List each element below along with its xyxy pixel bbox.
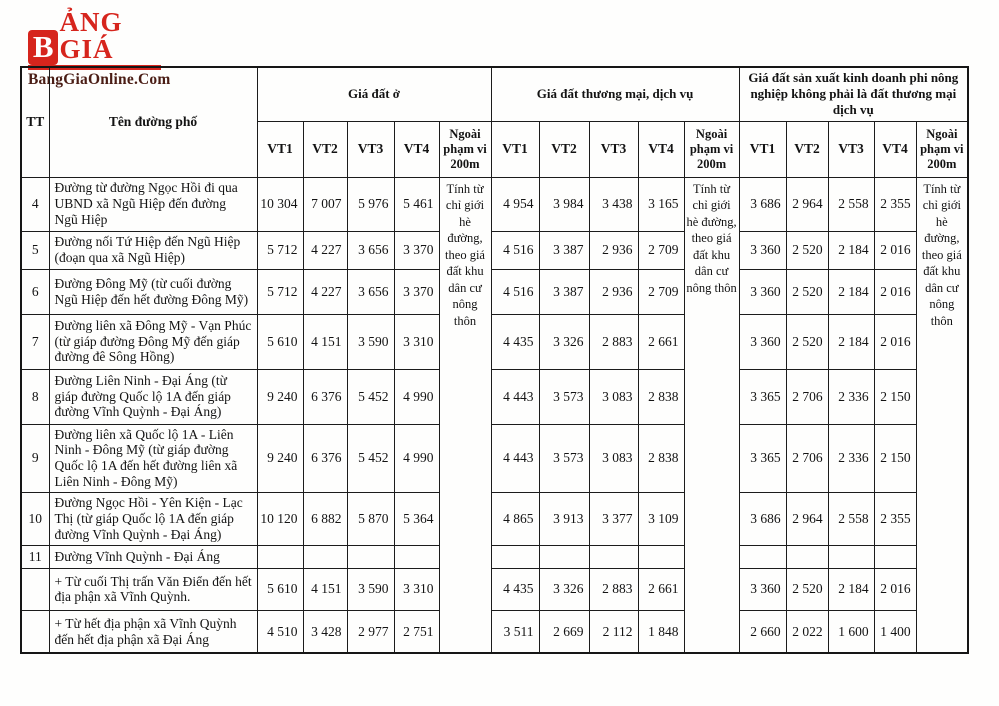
row-number-cell: 10 <box>21 493 49 546</box>
price-cell-g3-vt4 <box>874 545 916 568</box>
price-cell-g3-vt1: 3 365 <box>739 369 786 424</box>
price-cell-g2-vt2: 3 573 <box>539 369 589 424</box>
price-cell-g3-vt3: 2 184 <box>828 231 874 269</box>
row-number-cell: 4 <box>21 177 49 231</box>
header-group-production: Giá đất sản xuất kinh doanh phi nông nghiệp không phải là đất thương mại dịch vụ <box>739 67 968 121</box>
price-cell-g3-vt3: 2 558 <box>828 177 874 231</box>
price-cell-g3-vt2: 2 520 <box>786 568 828 610</box>
price-cell-g2-vt3: 3 377 <box>589 493 638 546</box>
table-row <box>21 314 968 369</box>
price-cell-g2-vt4: 2 838 <box>638 424 684 493</box>
price-cell-g3-vt4: 2 355 <box>874 177 916 231</box>
price-cell-g2-vt2: 3 913 <box>539 493 589 546</box>
price-cell-g1-vt3: 3 590 <box>347 314 394 369</box>
header-g1-outside-200m: Ngoài phạm vi 200m <box>439 121 491 177</box>
price-cell-g3-vt2: 2 706 <box>786 424 828 493</box>
price-cell-g3-vt2: 2 706 <box>786 369 828 424</box>
street-name-cell: Đường liên xã Đông Mỹ - Vạn Phúc (từ giáp đường Đông Mỹ đến giáp đường đê Sông Hồng) <box>49 314 257 369</box>
price-cell-g3-vt1: 3 686 <box>739 493 786 546</box>
price-cell-g2-vt1: 4 516 <box>491 269 539 314</box>
street-name-cell: Đường từ đường Ngọc Hồi đi qua UBND xã Ngũ Hiệp đến đường Ngũ Hiệp <box>49 177 257 231</box>
row-number-cell <box>21 568 49 610</box>
street-name-cell: Đường liên xã Quốc lộ 1A - Liên Ninh - Đông Mỹ (từ giáp đường Quốc lộ 1A đến hết đường liên xã Liên Ninh - Đông Mỹ) <box>49 424 257 493</box>
price-cell-g2-vt2: 2 669 <box>539 610 589 653</box>
price-cell-g2-vt1: 4 865 <box>491 493 539 546</box>
price-cell-g3-vt3: 2 184 <box>828 269 874 314</box>
price-cell-g3-vt4: 2 016 <box>874 269 916 314</box>
price-cell-g1-vt3: 2 977 <box>347 610 394 653</box>
street-name-cell: Đường nối Tứ Hiệp đến Ngũ Hiệp (đoạn qua xã Ngũ Hiệp) <box>49 231 257 269</box>
price-cell-g3-vt3: 2 184 <box>828 568 874 610</box>
header-g2-vt3: VT3 <box>589 121 638 177</box>
price-cell-g2-vt4: 3 165 <box>638 177 684 231</box>
price-cell-g3-vt2: 2 520 <box>786 314 828 369</box>
table-row <box>21 269 968 314</box>
price-cell-g1-vt3: 5 452 <box>347 424 394 493</box>
header-g1-vt2: VT2 <box>303 121 347 177</box>
price-cell-g1-vt1 <box>257 545 303 568</box>
price-cell-g1-vt4: 4 990 <box>394 369 439 424</box>
price-cell-g3-vt3: 2 558 <box>828 493 874 546</box>
table-row <box>21 231 968 269</box>
price-cell-g1-vt1: 10 120 <box>257 493 303 546</box>
price-cell-g1-vt2: 4 151 <box>303 568 347 610</box>
price-cell-g2-vt3: 2 883 <box>589 568 638 610</box>
price-cell-g2-vt1 <box>491 545 539 568</box>
row-number-cell <box>21 610 49 653</box>
price-cell-g3-vt1: 3 360 <box>739 314 786 369</box>
price-cell-g1-vt2: 6 376 <box>303 369 347 424</box>
price-cell-g1-vt4: 2 751 <box>394 610 439 653</box>
header-group-row <box>21 67 968 121</box>
logo-site-url: BangGiaOnline.Com <box>28 71 171 88</box>
price-cell-g3-vt2: 2 520 <box>786 231 828 269</box>
price-cell-g3-vt1: 3 360 <box>739 269 786 314</box>
price-cell-g1-vt2 <box>303 545 347 568</box>
table-row <box>21 493 968 546</box>
table-row <box>21 545 968 568</box>
price-cell-g2-vt2: 3 326 <box>539 568 589 610</box>
price-cell-g3-vt3 <box>828 545 874 568</box>
price-cell-g2-vt1: 4 443 <box>491 424 539 493</box>
logo-wordmark <box>28 9 168 65</box>
row-number-cell: 5 <box>21 231 49 269</box>
price-cell-g1-vt3: 5 870 <box>347 493 394 546</box>
header-street-name: Tên đường phố <box>49 67 257 177</box>
price-cell-g3-vt2 <box>786 545 828 568</box>
price-cell-g2-vt1: 4 435 <box>491 314 539 369</box>
header-g3-vt4: VT4 <box>874 121 916 177</box>
row-number-cell: 8 <box>21 369 49 424</box>
header-g3-vt2: VT2 <box>786 121 828 177</box>
row-number-cell: 9 <box>21 424 49 493</box>
price-cell-g1-vt4: 3 370 <box>394 269 439 314</box>
price-cell-g3-vt3: 2 336 <box>828 369 874 424</box>
price-cell-g2-vt1: 4 435 <box>491 568 539 610</box>
price-cell-g3-vt1: 3 365 <box>739 424 786 493</box>
price-cell-g2-vt3: 2 936 <box>589 269 638 314</box>
header-g3-vt1: VT1 <box>739 121 786 177</box>
price-cell-g2-vt3: 3 083 <box>589 424 638 493</box>
price-cell-g3-vt1: 3 686 <box>739 177 786 231</box>
outside-200m-note-g3: Tính từ chỉ giới hè đường, theo giá đất khu dân cư nông thôn <box>916 177 968 653</box>
price-cell-g1-vt1: 10 304 <box>257 177 303 231</box>
price-cell-g1-vt1: 4 510 <box>257 610 303 653</box>
price-cell-g3-vt1: 3 360 <box>739 231 786 269</box>
price-cell-g1-vt3 <box>347 545 394 568</box>
price-cell-g2-vt4: 2 838 <box>638 369 684 424</box>
price-cell-g2-vt2: 3 387 <box>539 231 589 269</box>
price-cell-g3-vt1 <box>739 545 786 568</box>
price-cell-g3-vt4: 2 355 <box>874 493 916 546</box>
table-row <box>21 177 968 231</box>
price-cell-g3-vt2: 2 964 <box>786 177 828 231</box>
price-cell-g1-vt4: 3 370 <box>394 231 439 269</box>
header-group-commercial: Giá đất thương mại, dịch vụ <box>491 67 739 121</box>
price-cell-g1-vt3: 3 590 <box>347 568 394 610</box>
price-cell-g2-vt2: 3 387 <box>539 269 589 314</box>
street-name-cell: + Từ hết địa phận xã Vĩnh Quỳnh đến hết địa phận xã Đại Áng <box>49 610 257 653</box>
price-cell-g1-vt1: 9 240 <box>257 369 303 424</box>
header-g1-vt1: VT1 <box>257 121 303 177</box>
price-cell-g1-vt2: 4 227 <box>303 231 347 269</box>
price-cell-g3-vt4: 2 016 <box>874 231 916 269</box>
outside-200m-note-g1: Tính từ chỉ giới hè đường, theo giá đất khu dân cư nông thôn <box>439 177 491 653</box>
land-price-table <box>20 66 969 654</box>
price-cell-g2-vt3: 2 936 <box>589 231 638 269</box>
price-cell-g2-vt4: 2 709 <box>638 269 684 314</box>
price-cell-g1-vt1: 9 240 <box>257 424 303 493</box>
price-cell-g1-vt1: 5 712 <box>257 269 303 314</box>
street-name-cell: Đường Đông Mỹ (từ cuối đường Ngũ Hiệp đến hết đường Đông Mỹ) <box>49 269 257 314</box>
price-cell-g2-vt2: 3 326 <box>539 314 589 369</box>
logo-b-badge: B <box>28 30 58 65</box>
header-g2-vt2: VT2 <box>539 121 589 177</box>
price-cell-g1-vt2: 3 428 <box>303 610 347 653</box>
price-cell-g2-vt4: 2 709 <box>638 231 684 269</box>
row-number-cell: 7 <box>21 314 49 369</box>
price-cell-g1-vt3: 3 656 <box>347 269 394 314</box>
price-cell-g2-vt1: 3 511 <box>491 610 539 653</box>
price-cell-g1-vt1: 5 610 <box>257 568 303 610</box>
price-cell-g2-vt1: 4 954 <box>491 177 539 231</box>
price-cell-g3-vt4: 2 150 <box>874 424 916 493</box>
price-cell-g1-vt2: 4 227 <box>303 269 347 314</box>
header-g1-vt3: VT3 <box>347 121 394 177</box>
price-cell-g2-vt2: 3 984 <box>539 177 589 231</box>
outside-200m-note-g2: Tính từ chỉ giới hè đường, theo giá đất khu dân cư nông thôn <box>684 177 739 653</box>
price-cell-g2-vt1: 4 516 <box>491 231 539 269</box>
row-number-cell: 11 <box>21 545 49 568</box>
header-g3-outside-200m: Ngoài phạm vi 200m <box>916 121 968 177</box>
price-cell-g2-vt4: 1 848 <box>638 610 684 653</box>
row-number-cell: 6 <box>21 269 49 314</box>
street-name-cell: + Từ cuối Thị trấn Văn Điển đến hết địa phận xã Vĩnh Quỳnh. <box>49 568 257 610</box>
price-cell-g2-vt1: 4 443 <box>491 369 539 424</box>
price-cell-g2-vt4: 3 109 <box>638 493 684 546</box>
price-cell-g2-vt4: 2 661 <box>638 314 684 369</box>
logo-wordmark-text: ẢNG GIÁ <box>59 7 123 64</box>
price-cell-g2-vt4: 2 661 <box>638 568 684 610</box>
price-cell-g2-vt3 <box>589 545 638 568</box>
header-g2-vt1: VT1 <box>491 121 539 177</box>
table-row <box>21 369 968 424</box>
table-row <box>21 568 968 610</box>
price-cell-g2-vt4 <box>638 545 684 568</box>
price-cell-g3-vt3: 2 336 <box>828 424 874 493</box>
street-name-cell: Đường Vĩnh Quỳnh - Đại Áng <box>49 545 257 568</box>
price-cell-g1-vt2: 4 151 <box>303 314 347 369</box>
table-row <box>21 424 968 493</box>
price-cell-g3-vt2: 2 964 <box>786 493 828 546</box>
price-cell-g3-vt4: 2 150 <box>874 369 916 424</box>
header-g2-vt4: VT4 <box>638 121 684 177</box>
price-cell-g2-vt2 <box>539 545 589 568</box>
table-header <box>21 67 968 177</box>
price-cell-g1-vt1: 5 610 <box>257 314 303 369</box>
price-cell-g1-vt3: 3 656 <box>347 231 394 269</box>
price-cell-g1-vt3: 5 976 <box>347 177 394 231</box>
price-cell-g2-vt3: 2 112 <box>589 610 638 653</box>
price-cell-g2-vt2: 3 573 <box>539 424 589 493</box>
price-cell-g1-vt4: 3 310 <box>394 314 439 369</box>
header-g2-outside-200m: Ngoài phạm vi 200m <box>684 121 739 177</box>
header-g3-vt3: VT3 <box>828 121 874 177</box>
price-cell-g3-vt4: 2 016 <box>874 314 916 369</box>
price-cell-g3-vt4: 1 400 <box>874 610 916 653</box>
price-cell-g3-vt2: 2 022 <box>786 610 828 653</box>
price-cell-g1-vt2: 6 882 <box>303 493 347 546</box>
price-cell-g3-vt3: 1 600 <box>828 610 874 653</box>
price-cell-g1-vt4: 5 364 <box>394 493 439 546</box>
street-name-cell: Đường Liên Ninh - Đại Áng (từ giáp đường Quốc lộ 1A đến giáp đường Vĩnh Quỳnh - Đại Áng) <box>49 369 257 424</box>
price-cell-g1-vt4: 5 461 <box>394 177 439 231</box>
price-cell-g1-vt3: 5 452 <box>347 369 394 424</box>
price-cell-g3-vt3: 2 184 <box>828 314 874 369</box>
header-group-residential: Giá đất ở <box>257 67 491 121</box>
price-cell-g1-vt1: 5 712 <box>257 231 303 269</box>
table-row <box>21 610 968 653</box>
price-cell-g3-vt1: 2 660 <box>739 610 786 653</box>
price-cell-g3-vt2: 2 520 <box>786 269 828 314</box>
street-name-cell: Đường Ngọc Hồi - Yên Kiện - Lạc Thị (từ giáp Quốc lộ 1A đến giáp đường Vĩnh Quỳnh - Đại Áng) <box>49 493 257 546</box>
table-body <box>21 177 968 653</box>
header-g1-vt4: VT4 <box>394 121 439 177</box>
price-cell-g1-vt2: 7 007 <box>303 177 347 231</box>
price-cell-g2-vt3: 2 883 <box>589 314 638 369</box>
price-cell-g1-vt4: 3 310 <box>394 568 439 610</box>
price-cell-g2-vt3: 3 083 <box>589 369 638 424</box>
price-cell-g2-vt3: 3 438 <box>589 177 638 231</box>
price-cell-g3-vt1: 3 360 <box>739 568 786 610</box>
price-cell-g1-vt2: 6 376 <box>303 424 347 493</box>
price-cell-g1-vt4 <box>394 545 439 568</box>
price-cell-g3-vt4: 2 016 <box>874 568 916 610</box>
header-tt: TT <box>21 67 49 177</box>
price-cell-g1-vt4: 4 990 <box>394 424 439 493</box>
